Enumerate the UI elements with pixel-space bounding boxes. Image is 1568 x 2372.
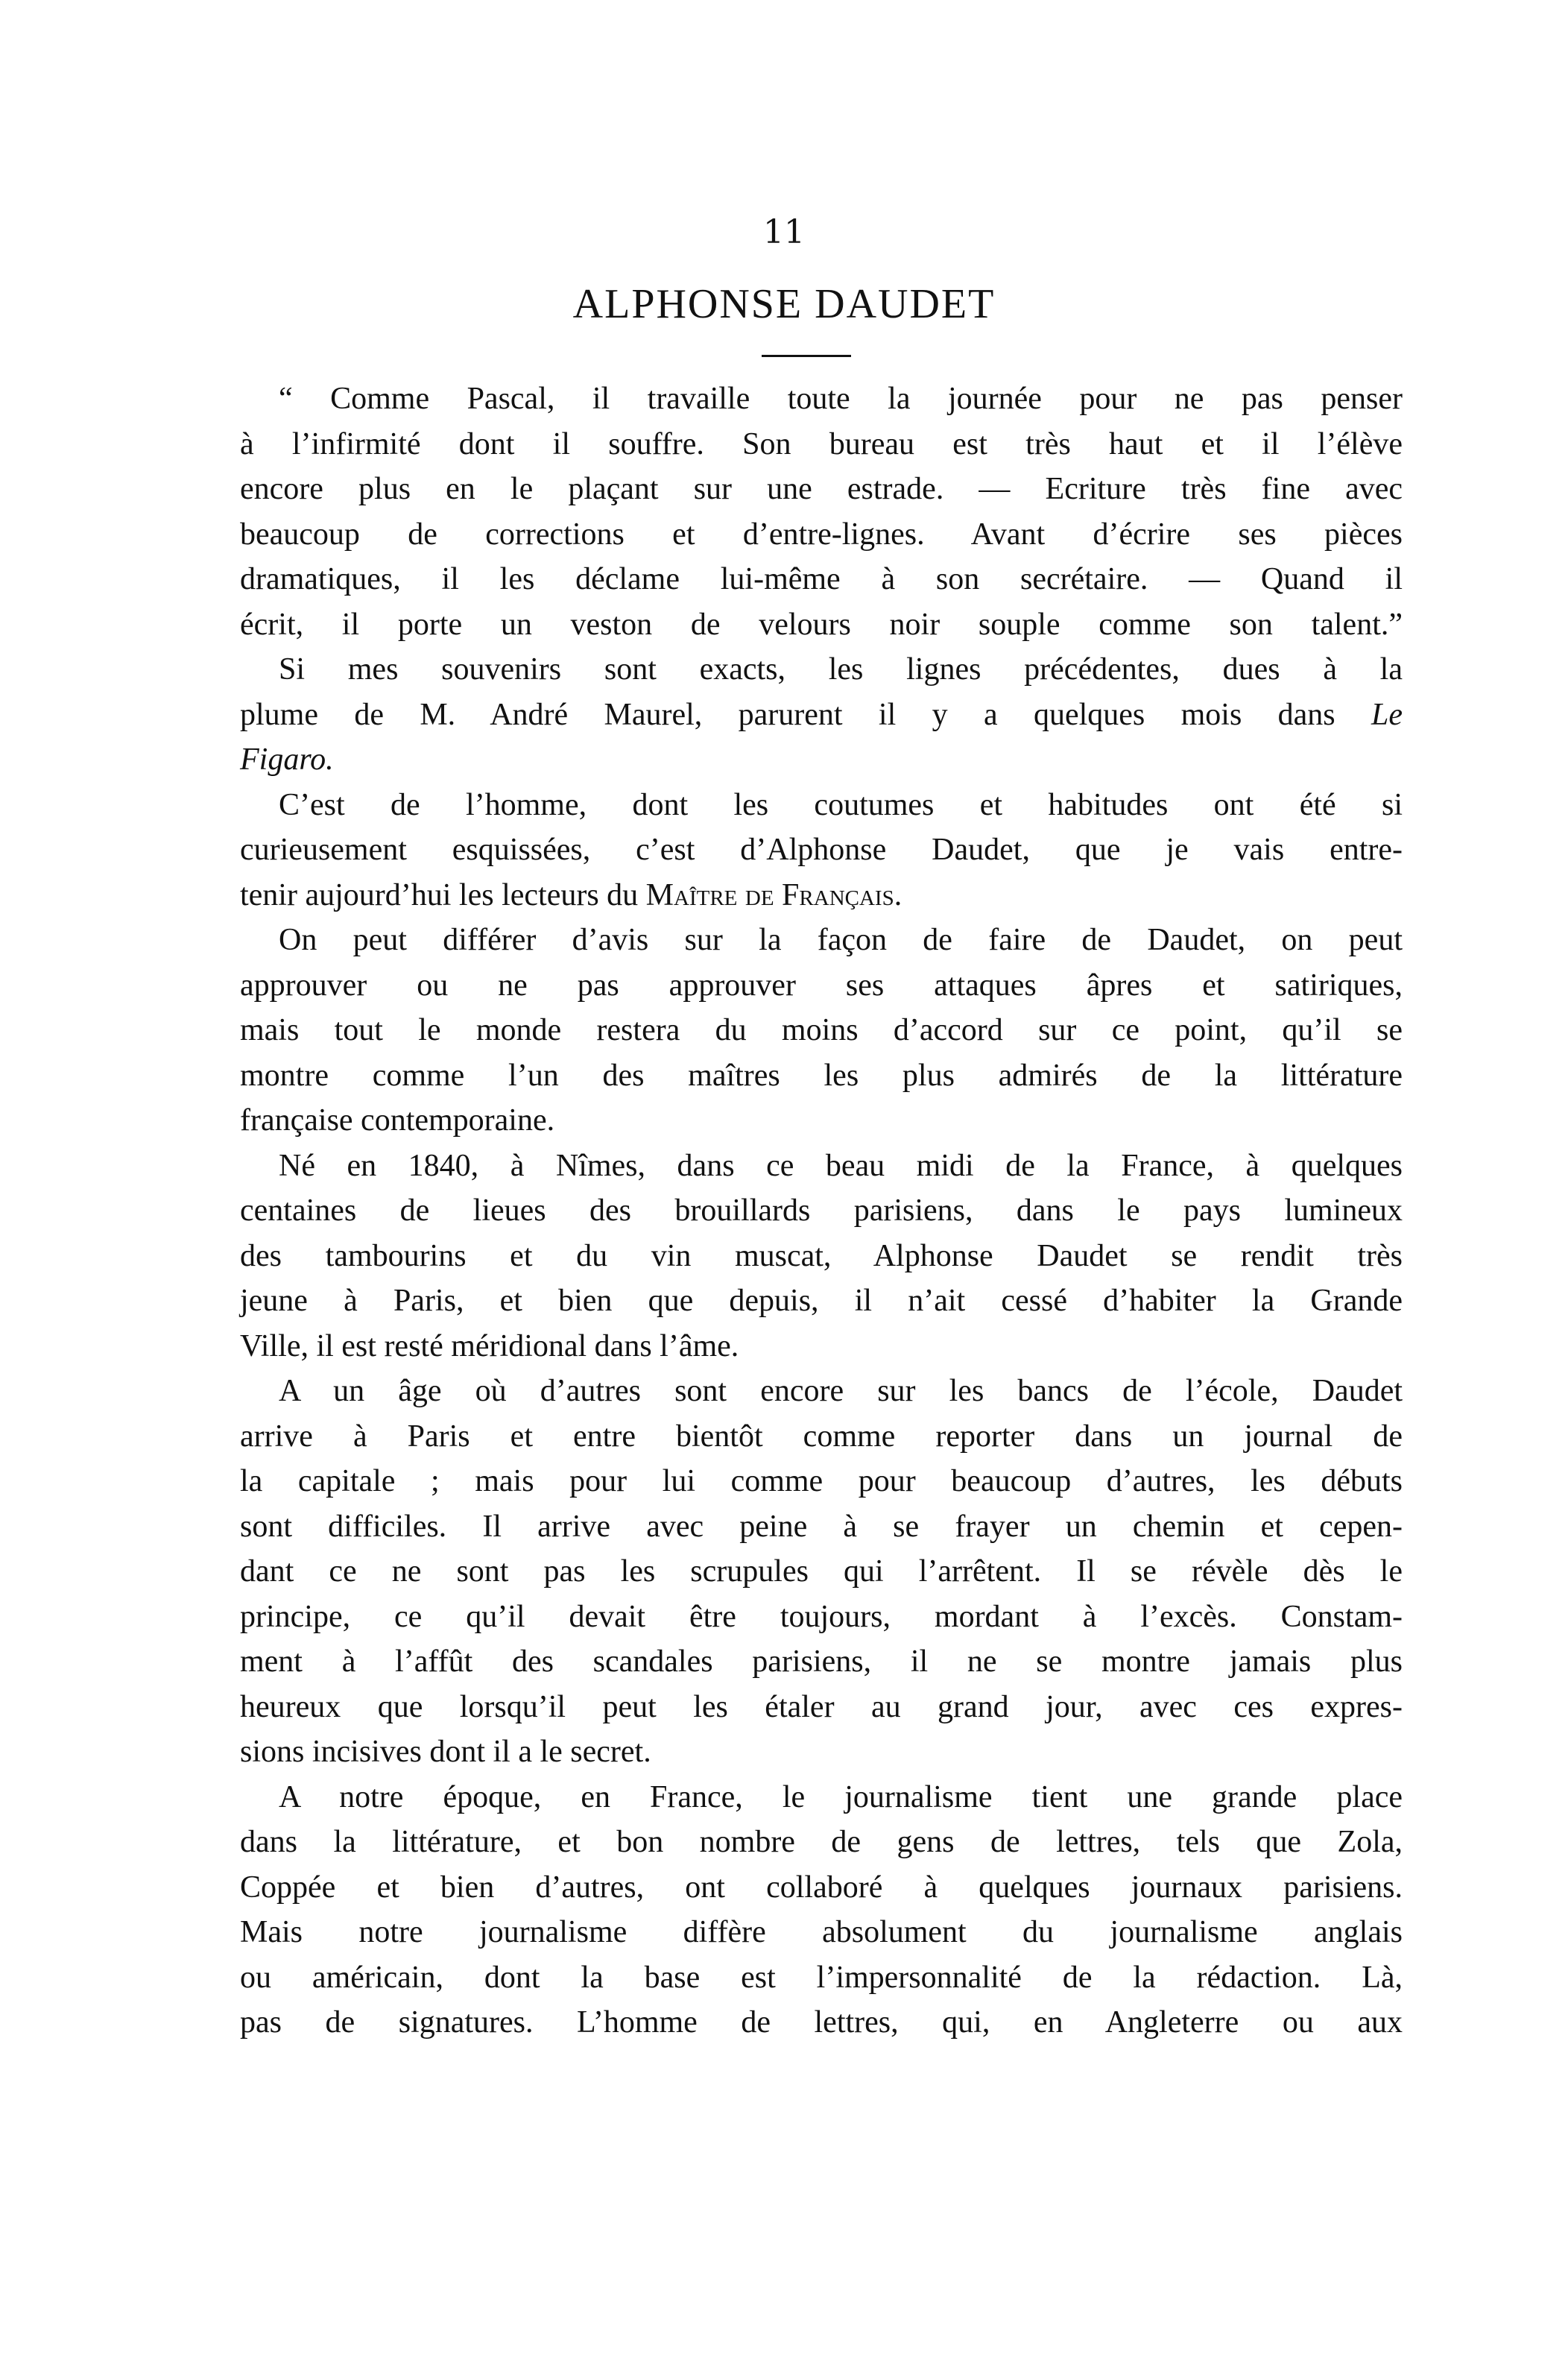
chapter-title: ALPHONSE DAUDET bbox=[572, 281, 996, 327]
text-line: jeune à Paris, et bien que depuis, il n’ait cessé d’habiter la Grande bbox=[240, 1284, 1403, 1318]
italic-text: Figaro. bbox=[240, 742, 334, 777]
text-line: centaines de lieues des brouillards parisiens, dans le pays lumineux bbox=[240, 1193, 1403, 1228]
text-line: sions incisives dont il a le secret. bbox=[240, 1735, 651, 1769]
text-segment: . bbox=[894, 877, 902, 912]
text-line: On peut différer d’avis sur la façon de faire de Daudet, on peut bbox=[279, 923, 1403, 957]
text-line: encore plus en le plaçant sur une estrade. — Ecriture très fine avec bbox=[240, 472, 1403, 506]
text-line: Ville, il est resté méridional dans l’âme. bbox=[240, 1328, 739, 1363]
text-line: pas de signatures. L’homme de lettres, qui, en Angleterre ou aux bbox=[240, 2005, 1403, 2040]
text-line: mais tout le monde restera du moins d’accord sur ce point, qu’il se bbox=[240, 1013, 1403, 1047]
text-line bbox=[240, 693, 1403, 738]
text-line: curieusement esquissées, c’est d’Alphonse Daudet, que je vais entre- bbox=[240, 833, 1403, 867]
text-line: dant ce ne sont pas les scrupules qui l’arrêtent. Il se révèle dès le bbox=[240, 1554, 1403, 1589]
text-line: ment à l’affût des scandales parisiens, il ne se montre jamais plus bbox=[240, 1644, 1403, 1679]
italic-text: Le bbox=[1371, 697, 1403, 732]
text-segment: plume de M. André Maurel, parurent il y a quelques mois dans bbox=[240, 697, 1371, 732]
text-line: française contemporaine. bbox=[240, 1103, 555, 1138]
text-line: A un âge où d’autres sont encore sur les bancs de l’école, Daudet bbox=[279, 1374, 1403, 1408]
text-line bbox=[240, 873, 1403, 918]
text-line: à l’infirmité dont il souffre. Son bureau est très haut et il l’élève bbox=[240, 426, 1403, 461]
text-line: dramatiques, il les déclame lui-même à son secrétaire. — Quand il bbox=[240, 562, 1403, 596]
body-text bbox=[240, 376, 1403, 2045]
text-line bbox=[240, 737, 1403, 783]
text-line: écrit, il porte un veston de velours noir souple comme son talent.” bbox=[240, 607, 1403, 642]
page-number: 11 bbox=[763, 213, 805, 251]
text-line: Si mes souvenirs sont exacts, les lignes précédentes, dues à la bbox=[279, 652, 1403, 687]
text-line: Né en 1840, à Nîmes, dans ce beau midi de la France, à quelques bbox=[279, 1148, 1403, 1183]
text-line: approuver ou ne pas approuver ses attaques âpres et satiriques, bbox=[240, 968, 1403, 1003]
text-line: Mais notre journalisme diffère absolument du journalisme anglais bbox=[240, 1915, 1403, 1949]
text-line: “ Comme Pascal, il travaille toute la journée pour ne pas penser bbox=[279, 382, 1403, 416]
text-line: C’est de l’homme, dont les coutumes et habitudes ont été si bbox=[279, 787, 1403, 822]
text-line: Coppée et bien d’autres, ont collaboré à quelques journaux parisiens. bbox=[240, 1870, 1403, 1905]
text-line: la capitale ; mais pour lui comme pour beaucoup d’autres, les débuts bbox=[240, 1464, 1403, 1498]
text-line: des tambourins et du vin muscat, Alphonse Daudet se rendit très bbox=[240, 1238, 1403, 1273]
text-line: A notre époque, en France, le journalisme tient une grande place bbox=[279, 1779, 1403, 1814]
text-line: heureux que lorsqu’il peut les étaler au grand jour, avec ces expres- bbox=[240, 1689, 1403, 1724]
text-line: principe, ce qu’il devait être toujours, mordant à l’excès. Constam- bbox=[240, 1599, 1403, 1634]
text-line: beaucoup de corrections et d’entre-lignes. Avant d’écrire ses pièces bbox=[240, 517, 1403, 552]
text-line: dans la littérature, et bon nombre de gens de lettres, tels que Zola, bbox=[240, 1825, 1403, 1859]
text-line: ou américain, dont la base est l’impersonnalité de la rédaction. Là, bbox=[240, 1960, 1403, 1995]
text-line: montre comme l’un des maîtres les plus admirés de la littérature bbox=[240, 1058, 1403, 1093]
text-line: sont difficiles. Il arrive avec peine à se frayer un chemin et cepen- bbox=[240, 1509, 1403, 1544]
text-segment: tenir aujourd’hui les lecteurs du bbox=[240, 877, 646, 912]
title-rule bbox=[762, 355, 851, 357]
small-caps-text: Maître de Français bbox=[645, 877, 894, 912]
text-line: arrive à Paris et entre bientôt comme reporter dans un journal de bbox=[240, 1419, 1403, 1454]
